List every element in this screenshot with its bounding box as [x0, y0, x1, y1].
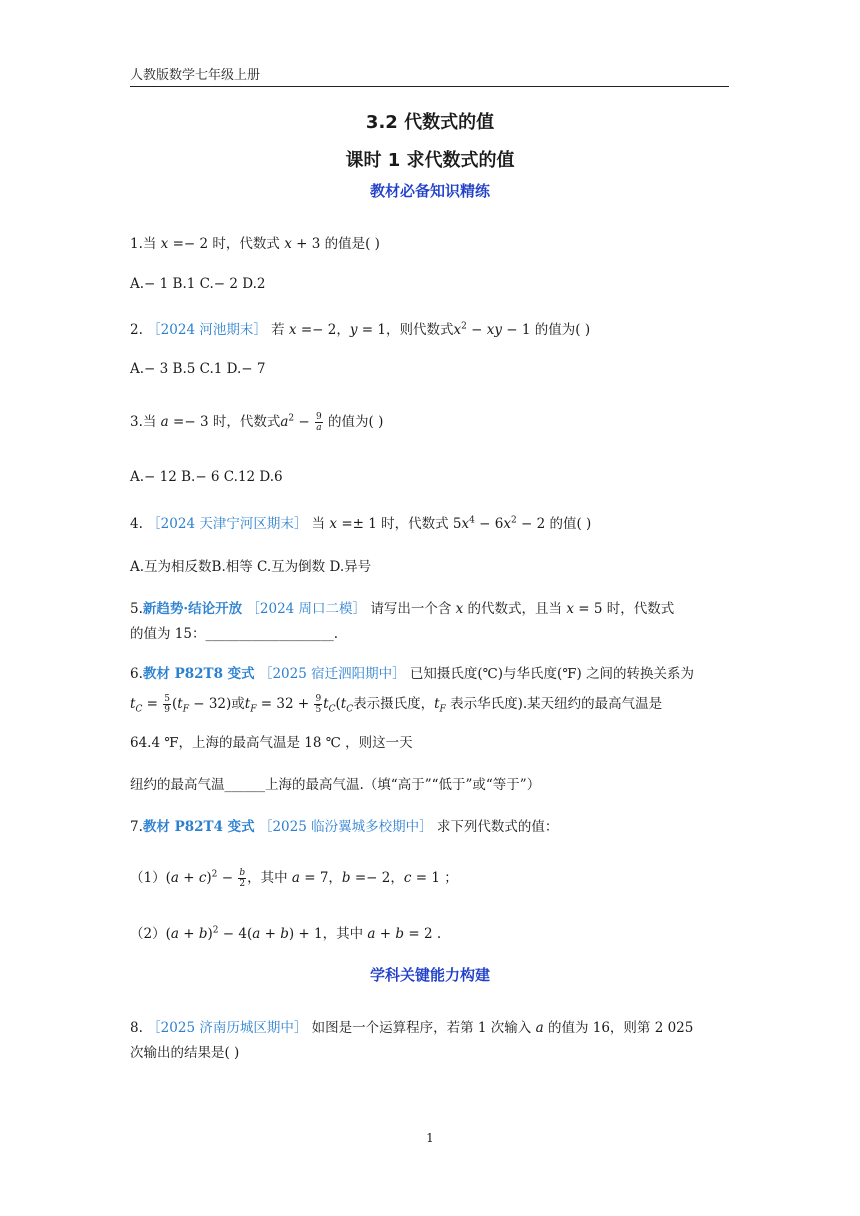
question-6-stem: 6.教材 P82T8 变式 ［2025 宿迁泗阳期中］ 已知摄氏度(℃)与华氏度(℉) 之间的转换关系为: [130, 666, 695, 682]
header-divider: [130, 86, 729, 87]
question-3-options: A.− 12 B.− 6 C.12 D.6: [130, 469, 283, 485]
section-heading-knowledge: 教材必备知识精练: [369, 182, 490, 200]
question-4-options: A.互为相反数B.相等 C.互为倒数 D.异号: [130, 559, 372, 575]
question-6-line3: 64.4 ℉，上海的最高气温是 18 ℃ ，则这一天: [130, 735, 413, 751]
question-8-line2: 次输出的结果是( ): [130, 1045, 240, 1061]
section-title: 3.2 代数式的值: [365, 112, 495, 133]
question-1-stem: 1.当 x =− 2 时，代数式 x + 3 的值是( ): [130, 236, 380, 252]
question-5-answer-line: 的值为 15：___________________.: [130, 626, 339, 642]
source-tag: ［2024 河池期末］: [147, 322, 267, 338]
question-4-stem: 4. ［2024 天津宁河区期末］ 当 x =± 1 时，代数式 $5x^4 - 6x^2 - 2$ 的值( ): [130, 515, 592, 532]
source-tag: ［2025 济南历城区期中］: [147, 1020, 308, 1036]
question-8-stem: 8. ［2025 济南历城区期中］ 如图是一个运算程序，若第 1 次输入 a 的值为 16，则第 2 025: [130, 1020, 694, 1036]
fraction: $\frac{b}{2}$: [239, 868, 246, 889]
source-tag: ［2024 天津宁河区期末］: [147, 516, 308, 532]
page-header: 人教版数学七年级上册: [130, 68, 261, 83]
section-heading-ability: 学科关键能力构建: [369, 966, 490, 984]
highlight-label: 新趋势·结论开放: [142, 601, 243, 617]
lesson-title: 课时 1 求代数式的值: [345, 150, 515, 171]
fraction: $\frac{5}{9}$: [164, 694, 170, 715]
question-7-part-1: $(1)(a + c)^2$ − $\frac{b}{2}$ ，其中 a = 7，b =− 2，c = 1 ；: [130, 868, 458, 889]
fraction: $\frac{9}{a}$: [316, 412, 322, 433]
question-2-options: A.− 3 B.5 C.1 D.− 7: [130, 361, 266, 377]
highlight-label: 教材 P82T8 变式: [142, 666, 255, 682]
question-7-stem: 7.教材 P82T4 变式 ［2025 临汾翼城多校期中］ 求下列代数式的值：: [130, 819, 559, 835]
source-tag: ［2024 周口二模］: [242, 601, 367, 617]
question-2-stem: 2. ［2024 河池期末］ 若 x =− 2，y = 1，则代数式$x^2$ − xy − 1 的值为( ): [130, 321, 591, 338]
question-6-line4: 纽约的最高气温______上海的最高气温.（填“高于”“低于”或“等于”）: [130, 777, 541, 793]
question-7-part-2: $(2)(a + b)^2 - 4(a + b) + 1$，其中 a + b = 2 .: [130, 925, 442, 942]
question-3-stem: 3.当 a =− 3 时，代数式$a^2$ − $\frac{9}{a}$ 的值为( ): [130, 412, 384, 433]
question-5-stem: 5.新趋势·结论开放 ［2024 周口二模］ 请写出一个含 x 的代数式，且当 x = 5 时，代数式: [130, 601, 675, 617]
page-number: 1: [426, 1131, 434, 1145]
question-6-formula: $t_C$ = $\frac{5}{9}$ $(t_F - 32)$或$t_F = 32$ + $\frac{9}{5}$ $t_C(t_C$表示摄氏度，$t_F$ 表示华氏度).某天纽约的最高气温是: [130, 694, 663, 715]
question-1-options: A.− 1 B.1 C.− 2 D.2: [130, 276, 266, 292]
source-tag: ［2025 宿迁泗阳期中］: [254, 666, 406, 682]
highlight-label: 教材 P82T4 变式: [142, 819, 255, 835]
fraction: $\frac{9}{5}$: [315, 694, 322, 715]
source-tag: ［2025 临汾翼城多校期中］: [254, 819, 433, 835]
